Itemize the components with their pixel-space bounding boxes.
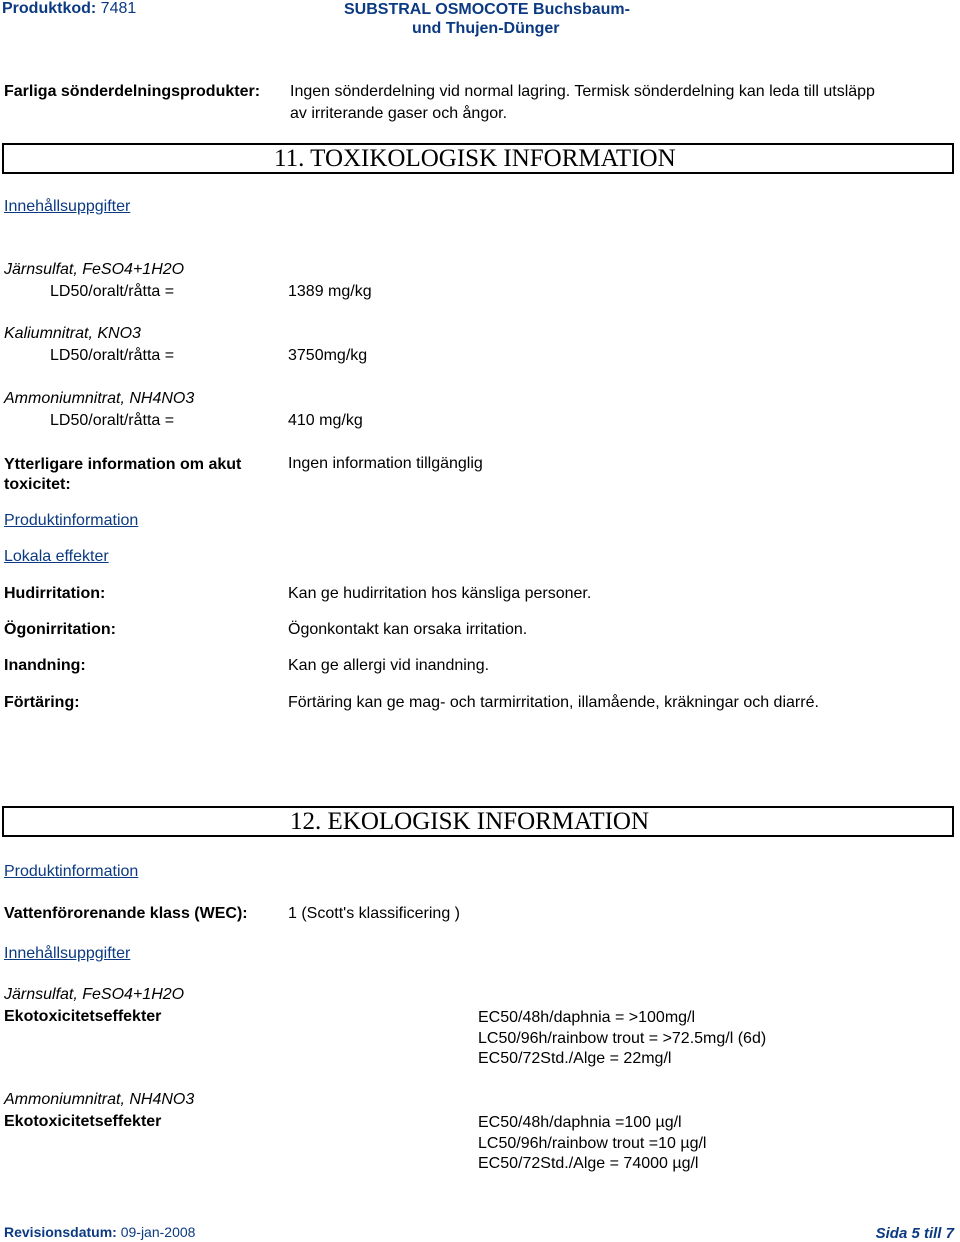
local-effects-heading: Lokala effekter <box>4 548 109 565</box>
ecotox-value: EC50/72Std./Alge = 74000 µg/l <box>478 1155 699 1172</box>
s11-product-info-heading: Produktinformation <box>4 512 139 529</box>
s12-product-info-heading: Produktinformation <box>4 863 139 880</box>
effect-value: Kan ge hudirritation hos känsliga personer. <box>288 585 592 602</box>
s11-substance-name: Järnsulfat, FeSO4+1H2O <box>4 261 185 278</box>
s12-contents-heading: Innehållsuppgifter <box>4 945 131 962</box>
product-name-line2: und Thujen-Dünger <box>412 20 560 37</box>
section-12-box <box>2 806 954 837</box>
ecotox-label: Ekotoxicitetseffekter <box>4 1113 162 1130</box>
s11-substance-test: LD50/oralt/råtta = <box>50 283 175 300</box>
effect-label: Ögonirritation: <box>4 621 116 638</box>
s11-substance-name: Ammoniumnitrat, NH4NO3 <box>4 390 195 407</box>
s11-substance-value: 410 mg/kg <box>288 412 363 429</box>
page-number: Sida 5 till 7 <box>875 1225 954 1242</box>
decomposition-text-2: av irriterande gaser och ångor. <box>290 105 508 122</box>
revision-date: 09-jan-2008 <box>120 1224 196 1240</box>
acute-toxicity-value: Ingen information tillgänglig <box>288 455 483 472</box>
wec-label: Vattenförorenande klass (WEC): <box>4 905 248 922</box>
revision-label: Revisionsdatum: <box>4 1224 117 1240</box>
ecotox-value: LC50/96h/rainbow trout =10 µg/l <box>478 1134 707 1152</box>
effect-value: Förtäring kan ge mag- och tarmirritation, illamående, kräkningar och diarré. <box>288 694 819 711</box>
ecotox-values <box>478 1008 766 1070</box>
s11-substance-value: 1389 mg/kg <box>288 283 372 300</box>
acute-toxicity-label-1: Ytterligare information om akut <box>4 456 242 473</box>
acute-toxicity-label-2: toxicitet: <box>4 476 71 493</box>
s11-substance-value: 3750mg/kg <box>288 347 368 364</box>
ecotox-label: Ekotoxicitetseffekter <box>4 1008 162 1025</box>
s11-substance-name: Kaliumnitrat, KNO3 <box>4 325 141 342</box>
decomposition-text-1: Ingen sönderdelning vid normal lagring. Termisk sönderdelning kan leda till utsläpp <box>290 83 875 100</box>
effect-label: Inandning: <box>4 657 86 674</box>
s12-substance-name: Järnsulfat, FeSO4+1H2O <box>4 986 185 1003</box>
product-code <box>2 0 136 18</box>
ecotox-value: LC50/96h/rainbow trout = >72.5mg/l (6d) <box>478 1029 767 1047</box>
ecotox-value: EC50/72Std./Alge = 22mg/l <box>478 1050 672 1067</box>
wec-value: 1 (Scott's klassificering ) <box>288 905 460 922</box>
ecotox-values <box>478 1113 706 1175</box>
s11-substance-test: LD50/oralt/råtta = <box>50 347 175 364</box>
s12-substance-name: Ammoniumnitrat, NH4NO3 <box>4 1091 195 1108</box>
ecotox-value: EC50/48h/daphnia = >100mg/l <box>478 1009 696 1026</box>
product-name-line1: SUBSTRAL OSMOCOTE Buchsbaum- <box>344 1 630 18</box>
section-11-box <box>2 143 954 174</box>
ecotox-value: EC50/48h/daphnia =100 µg/l <box>478 1114 682 1131</box>
decomposition-label: Farliga sönderdelningsprodukter: <box>4 83 261 100</box>
section-12-title: 12. EKOLOGISK INFORMATION <box>290 808 650 835</box>
s11-contents-heading: Innehållsuppgifter <box>4 198 131 215</box>
product-name <box>344 0 630 38</box>
effect-value: Kan ge allergi vid inandning. <box>288 657 490 674</box>
product-code-label: Produktkod: <box>2 0 97 17</box>
effect-label: Hudirritation: <box>4 585 106 602</box>
revision-info <box>4 1224 195 1240</box>
s11-substance-test: LD50/oralt/råtta = <box>50 412 175 429</box>
acute-toxicity-label <box>4 455 241 495</box>
product-code-value: 7481 <box>100 0 137 17</box>
section-11-title: 11. TOXIKOLOGISK INFORMATION <box>274 145 676 172</box>
effect-value: Ögonkontakt kan orsaka irritation. <box>288 621 528 638</box>
effect-label: Förtäring: <box>4 694 80 711</box>
